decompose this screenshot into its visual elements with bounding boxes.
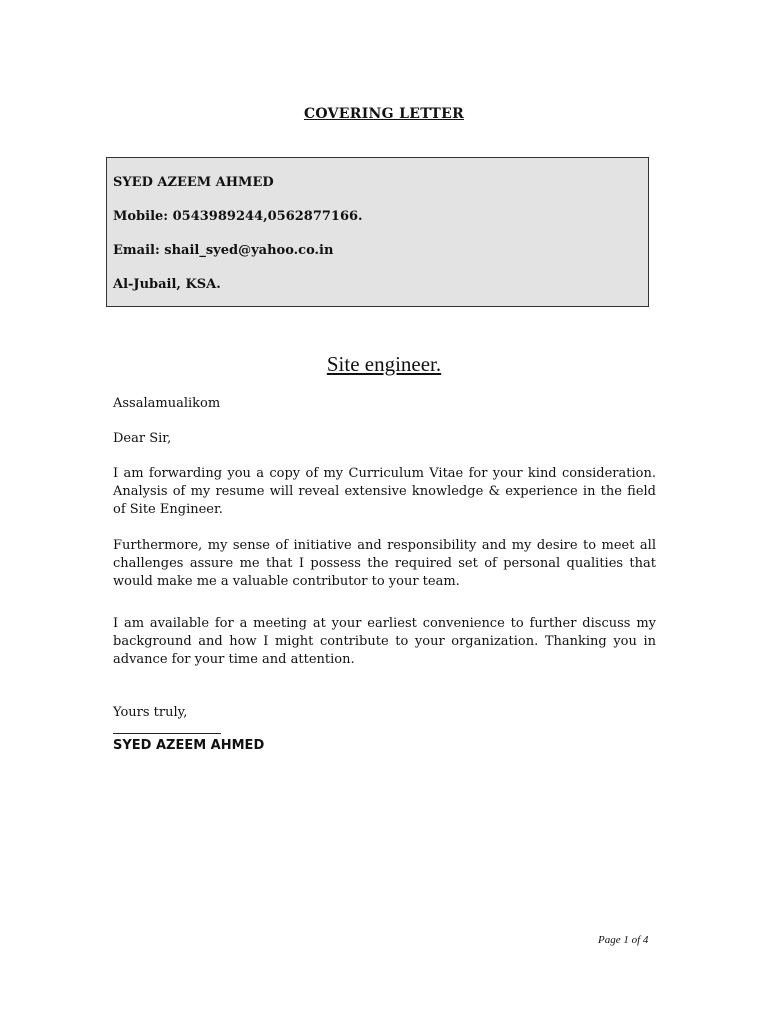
page-title: COVERING LETTER <box>303 106 465 122</box>
page-number: Page 1 of 4 <box>598 934 649 946</box>
contact-email: Email: shail_syed@yahoo.co.in <box>113 243 334 258</box>
closing: Yours truly, <box>113 705 188 720</box>
signature-line <box>113 733 221 734</box>
contact-mobile: Mobile: 0543989244,0562877166. <box>113 209 363 224</box>
paragraph-initiative: Furthermore, my sense of initiative and responsibility and my desire to meet all challenges assure me that I possess the required set of personal qualities that would make me a valuable contributor to your team. <box>113 538 656 589</box>
paragraph-meeting: I am available for a meeting at your earliest convenience to further discuss my background and how I might contribute to your organization. Thanking you in advance for your time and attention. <box>113 616 656 667</box>
salutation: Dear Sir, <box>113 431 172 446</box>
signature-name: SYED AZEEM AHMED <box>113 738 265 753</box>
contact-location: Al-Jubail, KSA. <box>113 277 221 292</box>
greeting: Assalamualikom <box>113 396 221 411</box>
contact-name: SYED AZEEM AHMED <box>113 175 274 190</box>
contact-box <box>106 157 649 307</box>
paragraph-cv: I am forwarding you a copy of my Curriculum Vitae for your kind consideration. Analysis of my resume will reveal extensive knowledge & experience in the field of Site Engineer. <box>113 466 656 517</box>
subject-heading: Site engineer. <box>326 352 442 376</box>
